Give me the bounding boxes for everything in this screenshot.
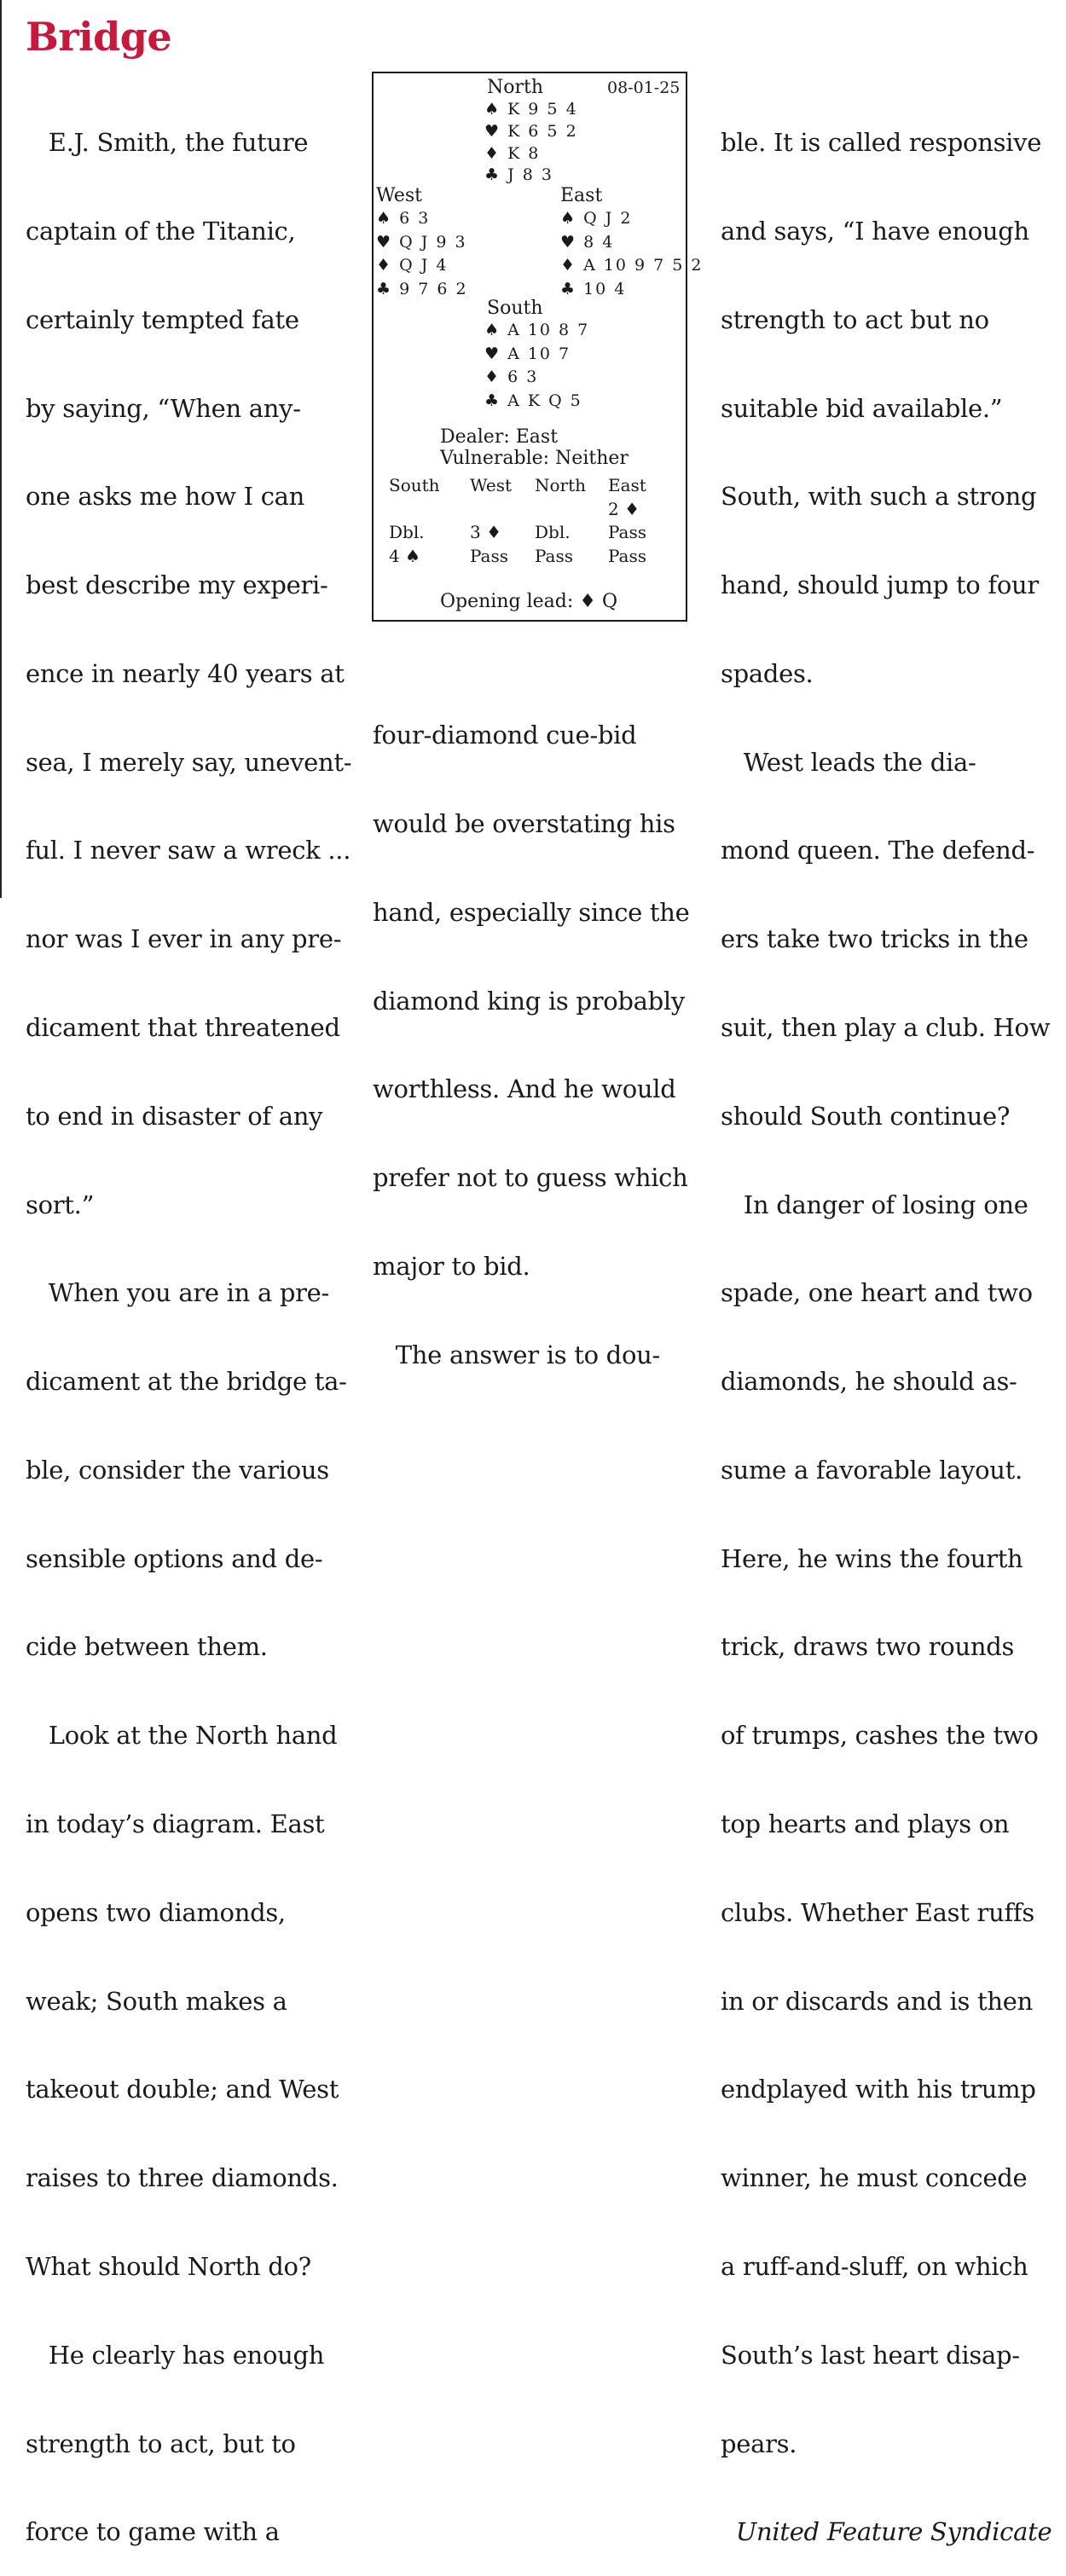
south-spades: ♠ A 10 8 7 [484,321,590,339]
bid-cell: Dbl. [389,522,425,542]
bid-cell: 4 ♠ [389,546,421,566]
text-line: one asks me how I can [26,482,305,512]
bid-cell: 3 ♦ [470,522,502,542]
article-column-1 [26,69,351,2576]
text-line: cide between them. [26,1632,268,1662]
south-hearts: ♥ A 10 7 [484,344,571,363]
opening-lead: Opening lead: ♦ Q [440,591,618,612]
text-line: best describe my experi- [26,570,328,600]
syndicate-credit [721,2517,1052,2547]
text-line: certainly tempted fate [26,304,299,334]
text-line: strength to act, but to [26,2428,296,2458]
text-line: raises to three diamonds. [26,2163,339,2193]
east-clubs: ♣ 10 4 [560,280,627,298]
bid-cell: Dbl. [535,522,571,542]
text-line: hand, especially since the [373,897,690,927]
text-line: four-diamond cue-bid [373,721,637,750]
west-label: West [376,185,422,206]
left-column-rule [0,0,2,898]
text-line: E.J. Smith, the future [26,128,309,158]
text-line: worthless. And he would [373,1074,676,1104]
text-line: would be overstating his [373,808,675,838]
text-line: diamond king is probably [373,986,685,1016]
text-line: suitable bid available.” [721,393,1003,423]
text-line: prefer not to guess which [373,1163,688,1193]
diagram-date: 08-01-25 [607,78,681,97]
text-line: hand, should jump to four [721,570,1039,600]
text-line: Here, he wins the fourth [721,1543,1023,1573]
text-line: diamonds, he should as- [721,1367,1017,1397]
text-line: to end in disaster of any [26,1101,323,1131]
south-clubs: ♣ A K Q 5 [484,391,582,410]
article-column-3 [721,69,1052,2576]
east-diamonds: ♦ A 10 9 7 5 2 [560,256,704,275]
west-hearts: ♥ Q J 9 3 [376,233,467,252]
page-title: Bridge [26,14,172,60]
text-line: pears. [721,2428,797,2458]
bidding-header-south: South [389,475,440,495]
bridge-diagram [372,72,704,622]
text-line: winner, he must concede [721,2163,1028,2193]
bidding-header-west: West [470,475,513,495]
text-line: opens two diamonds, [26,1897,286,1927]
bid-cell: 2 ♦ [608,499,640,519]
text-line: ers take two tricks in the [721,924,1028,954]
text-line: weak; South makes a [26,1986,287,2016]
text-line: in or discards and is then [721,1986,1033,2016]
text-line: South, with such a strong [721,482,1037,512]
bidding-header-north: North [535,475,587,495]
text-line: dicament at the bridge ta- [26,1367,347,1397]
north-clubs: ♣ J 8 3 [484,165,553,184]
south-label: South [487,298,543,319]
text-line: When you are in a pre- [26,1278,330,1308]
text-line: The answer is to dou- [373,1340,660,1369]
text-line: mond queen. The defend- [721,836,1035,865]
north-hearts: ♥ K 6 5 2 [484,122,578,141]
article-column-2 [373,662,690,1399]
text-line: West leads the dia- [721,747,976,777]
text-line: In danger of losing one [721,1190,1028,1219]
text-line: nor was I ever in any pre- [26,924,342,954]
text-line: spade, one heart and two [721,1278,1033,1308]
vulnerable: Vulnerable: Neither [440,448,629,469]
text-line: strength to act but no [721,304,989,334]
east-label: East [560,185,603,206]
text-line: trick, draws two rounds [721,1632,1015,1662]
text-line: ence in nearly 40 years at [26,658,345,688]
west-diamonds: ♦ Q J 4 [376,256,449,275]
west-spades: ♠ 6 3 [376,209,431,228]
text-line: major to bid. [373,1251,530,1281]
text-line: captain of the Titanic, [26,216,296,246]
east-hearts: ♥ 8 4 [560,233,615,252]
bid-cell: Pass [535,546,574,566]
text-line: a ruff-and-sluff, on which [721,2251,1028,2281]
text-line: sensible options and de- [26,1543,323,1573]
text-line: spades. [721,658,814,688]
text-line: dicament that threatened [26,1013,340,1042]
text-line: sort.” [26,1190,95,1219]
bid-cell: Pass [608,522,647,542]
text-line: top hearts and plays on [721,1809,1010,1839]
bid-cell: Pass [608,546,647,566]
text-line: in today’s diagram. East [26,1809,325,1839]
text-line: sea, I merely say, unevent- [26,747,352,777]
text-line: sume a favorable layout. [721,1455,1023,1485]
text-line: ble. It is called responsive [721,128,1042,158]
text-line: by saying, “When any- [26,393,301,423]
north-spades: ♠ K 9 5 4 [484,100,578,119]
bidding-header-east: East [608,475,646,495]
east-spades: ♠ Q J 2 [560,209,633,228]
text-line: endplayed with his trump [721,2075,1036,2104]
text-line: Look at the North hand [26,1721,338,1751]
text-line: clubs. Whether East ruffs [721,1897,1034,1927]
bid-cell: Pass [470,546,509,566]
south-diamonds: ♦ 6 3 [484,368,539,386]
text-line: takeout double; and West [26,2075,339,2104]
text-line: ful. I never saw a wreck ... [26,836,351,865]
credit-text: United Feature Syndicate [735,2517,1052,2547]
text-line: should South continue? [721,1101,1011,1131]
text-line: What should North do? [26,2251,311,2281]
dealer: Dealer: East [440,426,559,448]
text-line: ble, consider the various [26,1455,329,1485]
text-line: suit, then play a club. How [721,1013,1051,1042]
text-line: South’s last heart disap- [721,2340,1020,2370]
text-line: He clearly has enough [26,2340,325,2370]
text-line: of trumps, cashes the two [721,1721,1039,1751]
north-label: North [487,77,544,98]
text-line: force to game with a [26,2517,280,2547]
north-diamonds: ♦ K 8 [484,144,541,163]
west-clubs: ♣ 9 7 6 2 [376,280,468,298]
text-line: and says, “I have enough [721,216,1029,246]
